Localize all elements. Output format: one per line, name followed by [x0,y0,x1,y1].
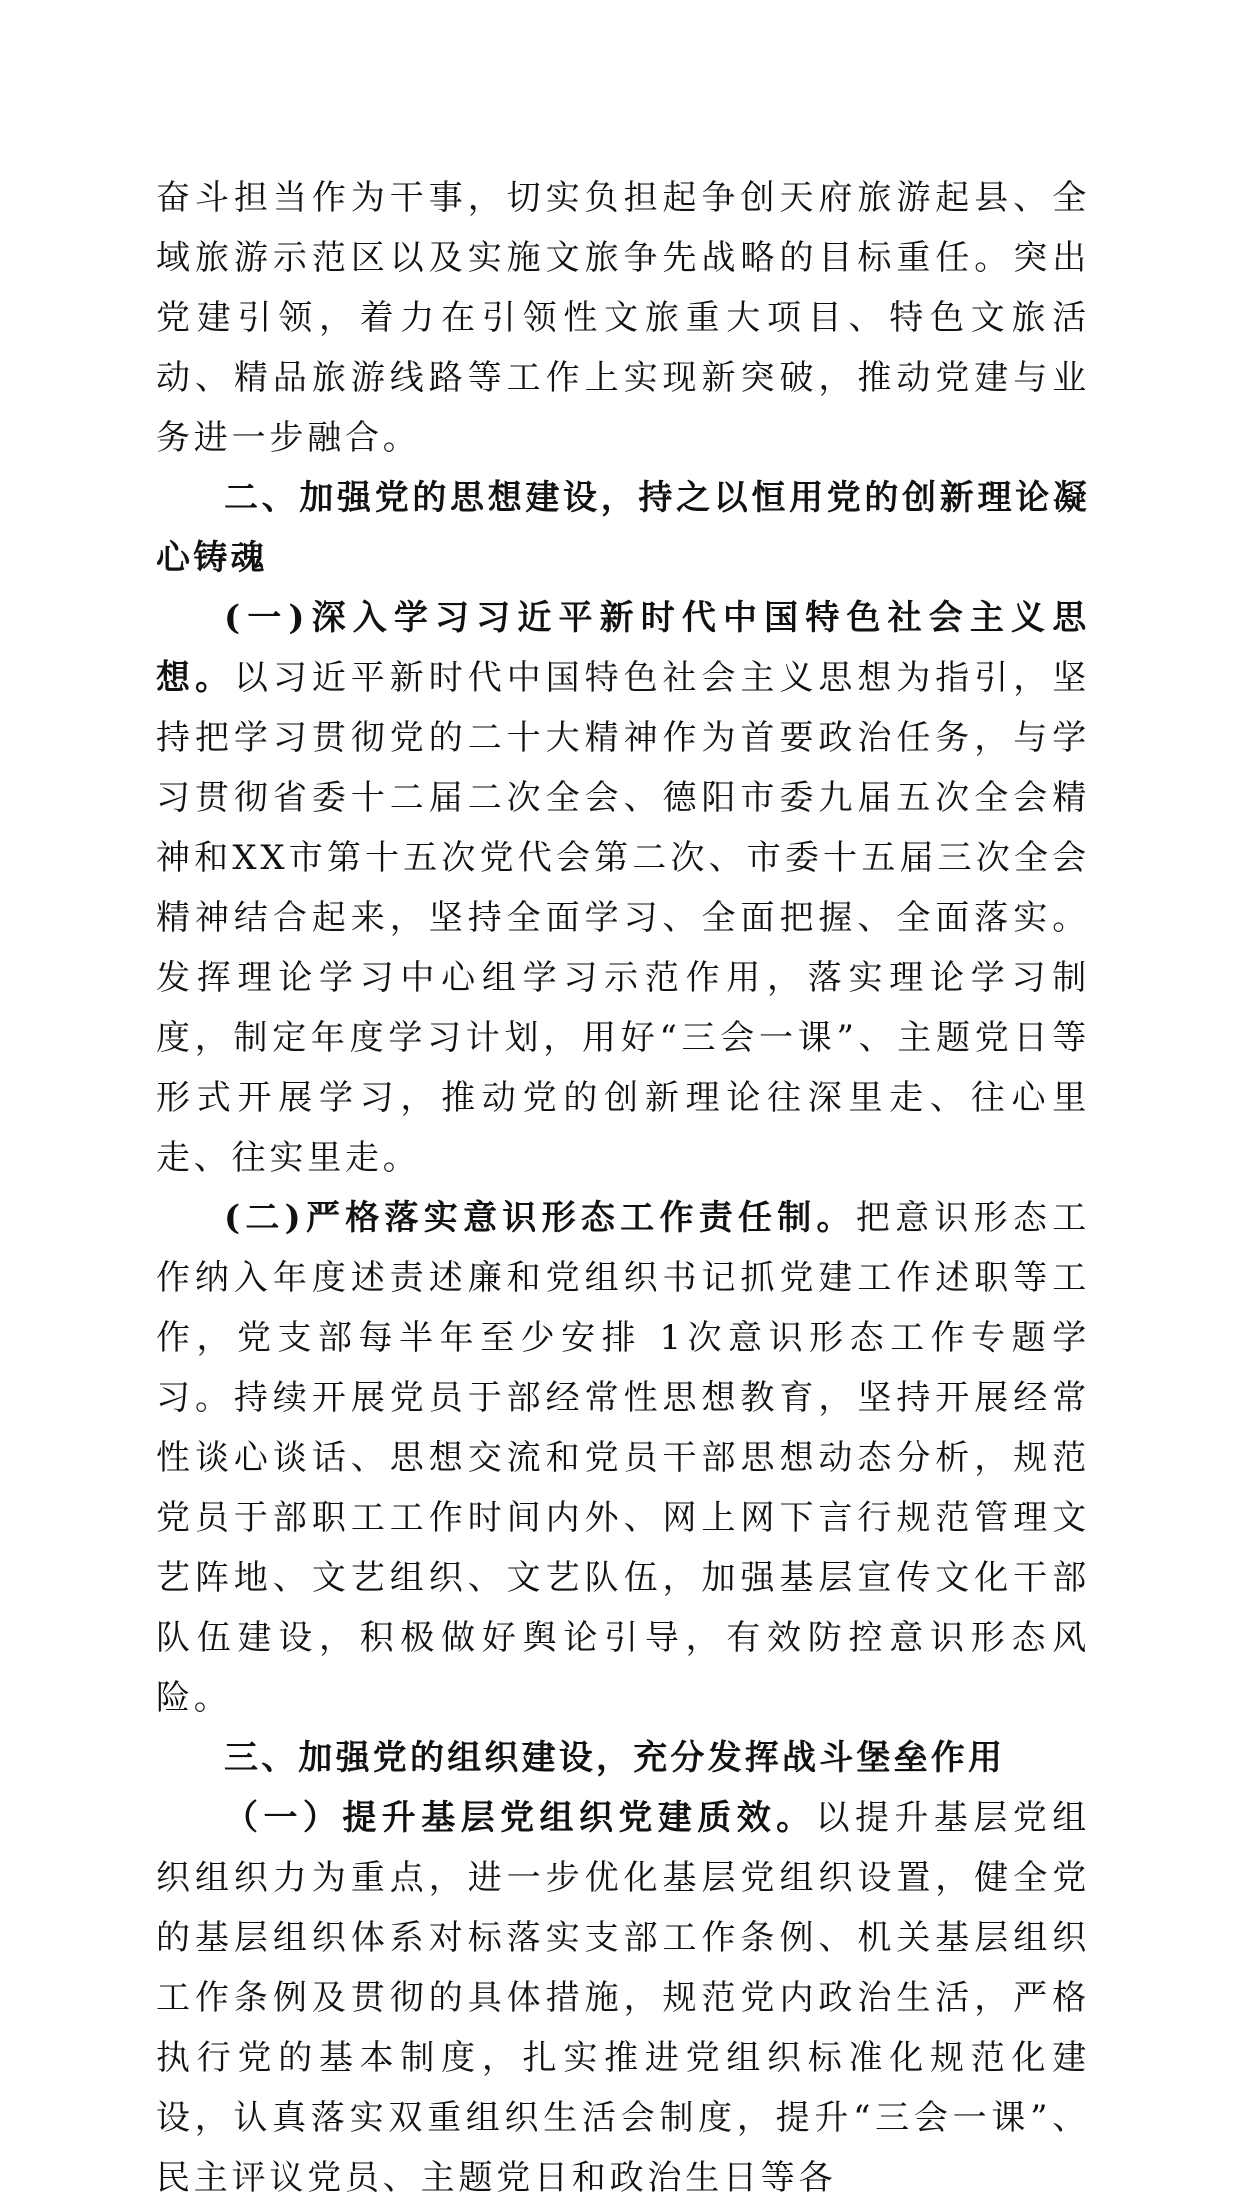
paragraph-2-2 [156,1188,1090,1728]
subsection-body-3-1: 以提升基层党组织组织力为重点，进一步优化基层党组织设置，健全党的基层组织体系对标落实支部工作条例、机关基层组织工作条例及贯彻的具体措施，规范党内政治生活，严格执行党的基本制度，扎实推进党组织标准化规范化建设，认真落实双重组织生活会制度，提升“三会一课”、民主评议党员、主题党日和政治生日等各 [156,1798,1091,2198]
subsection-body-2-1: 以习近平新时代中国特色社会主义思想为指引，坚持把学习贯彻党的二十大精神作为首要政治任务，与学习贯彻省委十二届二次全会、德阳市委九届五次全会精神和XX市第十五次党代会第二次、市委十五届三次全会精神结合起来，坚持全面学习、全面把握、全面落实。发挥理论学习中心组学习示范作用，落实理论学习制度，制定年度学习计划，用好“三会一课”、主题党日等形式开展学习，推动党的创新理论往深里走、往心里走、往实里走。 [156,658,1090,1178]
section-heading-3: 三、加强党的组织建设，充分发挥战斗堡垒作用 [224,1738,1006,1778]
paragraph-2-1 [156,588,1090,1188]
subsection-title-2-2: (二)严格落实意识形态工作责任制。 [224,1198,856,1238]
paragraph-3-1 [156,1788,1090,2208]
subsection-title-3-1: （一）提升基层党组织党建质效。 [224,1798,816,1838]
document-body [156,168,1090,2208]
section-heading-2: 二、加强党的思想建设，持之以恒用党的创新理论凝心铸魂 [156,478,1090,578]
paragraph-continuation: 奋斗担当作为干事，切实负担起争创天府旅游起县、全域旅游示范区以及实施文旅争先战略的目标重任。突出党建引领，着力在引领性文旅重大项目、特色文旅活动、精品旅游线路等工作上实现新突破，推动党建与业务进一步融合。 [156,178,1090,458]
subsection-body-2-2: 把意识形态工作纳入年度述责述廉和党组织书记抓党建工作述职等工作，党支部每半年至少安排 1次意识形态工作专题学习。持续开展党员于部经常性思想教育，坚持开展经常性谈心谈话、思想交流和党员干部思想动态分析，规范党员于部职工工作时间内外、网上网下言行规范管理文艺阵地、文艺组织、文艺队伍，加强基层宣传文化干部队伍建设，积极做好舆论引导，有效防控意识形态风险。 [156,1198,1090,1718]
subsection-title-2-1: (一)深入学习习近平新时代中国特色社会主义思想。 [156,598,1090,698]
